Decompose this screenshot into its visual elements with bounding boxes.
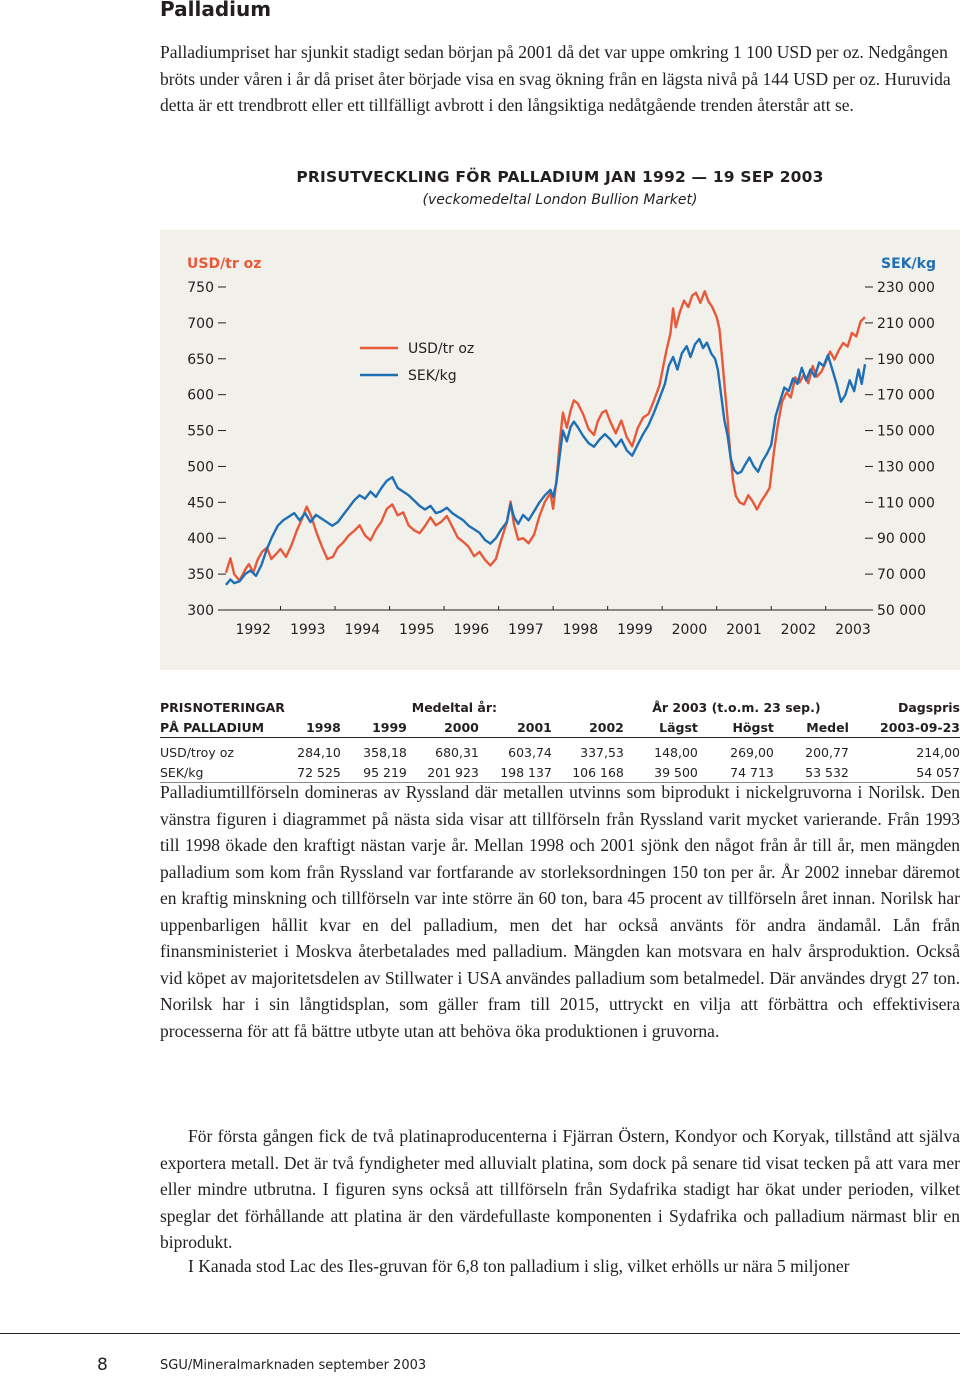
y-right-tick-label: 130 000 [877, 459, 935, 476]
table-cell: 603,74 [508, 744, 552, 760]
chart-panel [160, 230, 960, 670]
table-header-label: PRISNOTERINGAR [160, 699, 285, 715]
table-cell: 337,53 [580, 744, 624, 760]
y-left-tick-label: 600 [187, 387, 214, 404]
x-tick-label: 1996 [453, 622, 490, 638]
x-tick-label: 2000 [671, 622, 708, 638]
table-cell: 106 168 [552, 762, 624, 783]
table-cell: 214,00 [916, 744, 960, 760]
table-header-label-2: PÅ PALLADIUM [160, 717, 285, 738]
table-header-ytd-low: Lägst [624, 717, 698, 738]
y-right-tick-label: 170 000 [877, 387, 935, 404]
table-cell: 358,18 [363, 744, 407, 760]
table-header-row-2 [160, 717, 960, 738]
table-header-avg-group: Medeltal år: [411, 699, 498, 715]
table-header-year: 2001 [479, 717, 552, 738]
y-left-tick-label: 750 [187, 280, 214, 296]
x-tick-label: 1992 [235, 622, 272, 638]
y-right-tick-label: 230 000 [877, 280, 935, 296]
row-label: USD/troy oz [160, 744, 234, 760]
y-right-tick-label: 190 000 [877, 351, 935, 368]
body-paragraph: I Kanada stod Lac des Iles-gruvan för 6,8 ton palladium i slig, vilket erhölls ur nära 5 miljoner [188, 1256, 850, 1276]
y-left-axis-label: USD/tr oz [187, 256, 262, 272]
footer-divider [0, 1333, 960, 1334]
table-cell: 200,77 [805, 744, 849, 760]
legend-label: SEK/kg [408, 368, 457, 384]
table-cell: 39 500 [624, 762, 698, 783]
row-label: SEK/kg [160, 762, 285, 783]
table-row [160, 742, 960, 762]
y-left-tick-label: 550 [187, 423, 214, 440]
body-paragraph: För första gången fick de två platinaproducenterna i Fjärran Östern, Kondyor och Koryak, tillstånd att själva exportera metall. Det är två fyndigheter med alluvialt platina, som dock på senare tid visat tecken på att vara mer eller mindre utbrutna. I figuren syns också att tillförseln från Sydafrika stadigt har ökat under perioden, vilket speglar det förhållande att platina är den värdefullaste komponenten i Sydafrika och palladium närmast blir en biprodukt. [160, 1126, 960, 1252]
x-tick-label: 2003 [835, 622, 871, 638]
y-left-tick-label: 700 [187, 315, 214, 332]
x-tick-label: 1993 [289, 622, 326, 638]
table-header-year: 1999 [341, 717, 407, 738]
y-left-tick-label: 500 [187, 459, 214, 476]
y-right-tick-label: 70 000 [877, 567, 926, 584]
table-cell: 54 057 [849, 762, 960, 783]
y-right-tick-label: 50 000 [877, 603, 926, 619]
table-cell: 198 137 [479, 762, 552, 783]
table-header-ytd-high: Högst [698, 717, 774, 738]
x-tick-label: 1997 [508, 622, 544, 638]
y-left-tick-label: 400 [187, 531, 214, 548]
table-header-year: 1998 [285, 717, 341, 738]
y-left-tick-label: 300 [187, 603, 214, 619]
chart-subtitle: (veckomedeltal London Bullion Market) [422, 192, 698, 208]
price-table [160, 697, 960, 783]
table-header-ytd-group: År 2003 (t.o.m. 23 sep.) [652, 699, 821, 715]
x-tick-label: 1994 [344, 622, 381, 638]
x-tick-label: 1999 [617, 622, 653, 638]
y-right-tick-label: 110 000 [877, 495, 935, 512]
table-cell: 95 219 [341, 762, 407, 783]
y-right-axis-label: SEK/kg [881, 256, 936, 272]
table-header-year: 2002 [552, 717, 624, 738]
palladium-price-chart [160, 230, 960, 670]
table-cell: 269,00 [730, 744, 774, 760]
x-tick-label: 1998 [562, 622, 599, 638]
table-cell: 680,31 [435, 744, 479, 760]
table-header-spot-date: 2003-09-23 [849, 717, 960, 738]
y-right-tick-label: 90 000 [877, 531, 926, 548]
table-header-ytd-mean: Medel [774, 717, 849, 738]
y-left-tick-label: 450 [187, 495, 214, 512]
legend-label: USD/tr oz [408, 341, 475, 357]
y-left-tick-label: 650 [187, 351, 214, 368]
y-right-tick-label: 150 000 [877, 423, 935, 440]
section-heading: Palladium [160, 0, 272, 21]
table-header-year: 2000 [407, 717, 479, 738]
table-cell: 284,10 [297, 744, 341, 760]
x-tick-label: 2001 [726, 622, 762, 638]
table-cell: 72 525 [285, 762, 341, 783]
table-header-row-1 [160, 697, 960, 717]
table-cell: 74 713 [698, 762, 774, 783]
publication-name: SGU/Mineralmarknaden september 2003 [160, 1358, 427, 1373]
chart-title: PRISUTVECKLING FÖR PALLADIUM JAN 1992 — 19 SEP 2003 [296, 168, 824, 186]
y-right-tick-label: 210 000 [877, 315, 935, 332]
body-paragraph: Palladiumtillförseln domineras av Ryssland där metallen utvinns som biprodukt i nickelgruvorna i Norilsk. Den vänstra figuren i diagrammet på nästa sida visar att tillförseln från Ryssland varit mycket varierande. Från 1993 till 1998 ökade den kraftigt nästan varje år. Mellan 1998 och 2001 sjönk den något från år till år, men mängden palladium som kom från Ryssland var fortfarande av storleksordningen 150 ton per år. År 2002 innebar däremot en kraftig minskning och tillförseln var inte större än 60 ton, bara 45 procent av tillförseln året innan. Norilsk har uppenbarligen hållit kvar en del palladium, men det har också använts för andra ändamål. Lån från finansministeriet i Moskva återbetalades med palladium. Mängden kan motsvara en halv årsproduktion. Också vid köpet av majoritetsdelen av Stillwater i USA användes palladium som betalmedel. Där användes drygt 27 ton. Norilsk har i sin långtidsplan, som gäller fram till 2015, uttryckt en vilja att förbättra och effektivisera processerna för att få bättre utbyte utan att behöva öka produktionen i gruvorna. [160, 782, 960, 1041]
table-cell: 148,00 [654, 744, 698, 760]
series-usd-line [226, 291, 865, 580]
x-tick-label: 2002 [780, 622, 817, 638]
table-cell: 201 923 [407, 762, 479, 783]
intro-paragraph: Palladiumpriset har sjunkit stadigt sedan början på 2001 då det var uppe omkring 1 100 USD per oz. Nedgången bröts under våren i år då priset åter började visa en svag ökning från en lägsta nivå på 144 USD per oz. Huruvida detta är ett trendbrott eller ett tillfälligt avbrott i den långsiktiga nedåtgående trenden återstår att se. [160, 42, 951, 115]
table-cell: 53 532 [774, 762, 849, 783]
page-number: 8 [97, 1355, 108, 1375]
x-tick-label: 1995 [399, 622, 435, 638]
table-header-spot: Dagspris [897, 699, 960, 715]
y-left-tick-label: 350 [187, 567, 214, 584]
